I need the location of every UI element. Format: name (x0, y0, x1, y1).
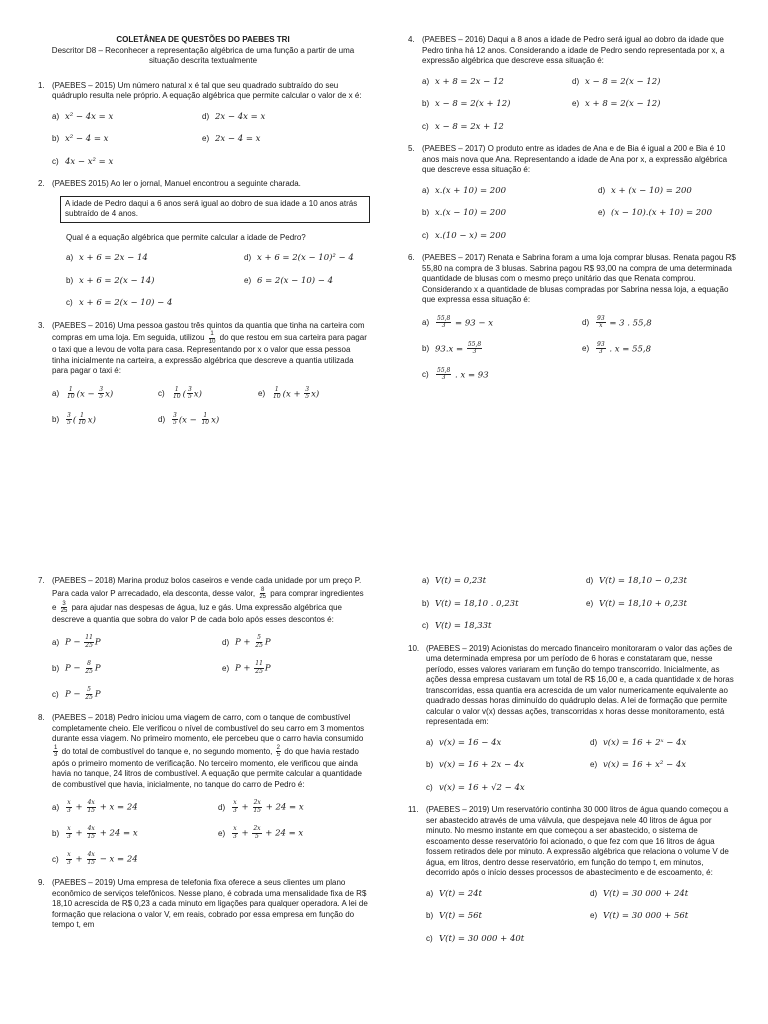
option-c[interactable]: c) V(t) = 30 000 + 40t (426, 933, 525, 944)
document-subtitle: Descritor D8 – Reconhecer a representação algébrica de uma função a partir de uma situação descrita textualmente (51, 45, 355, 65)
option-d[interactable]: d) $\frac{x}{3}$ + $\frac{2x}{15}$ + 24 = x (218, 799, 304, 814)
option-e[interactable]: e) $\frac{93}{3}$ . x = 55,8 (582, 340, 651, 355)
question-5 (408, 144, 738, 241)
question-number: 10. (408, 643, 420, 653)
option-a[interactable]: a) $\frac{x}{3}$ + $\frac{4x}{15}$ + x = 24 (52, 799, 138, 814)
right-column-top (408, 35, 738, 394)
question-8 (38, 713, 368, 866)
question-number: 3. (38, 320, 45, 330)
question-1 (38, 81, 368, 168)
option-b[interactable]: b) v(x) = 16 + 2x − 4x (426, 760, 525, 770)
question-7 (38, 576, 368, 701)
question-11 (408, 805, 738, 944)
question-number: 1. (38, 80, 45, 90)
question-2-prompt: Qual é a equação algébrica que permite calcular a idade de Pedro? (66, 232, 306, 242)
options (422, 77, 738, 133)
option-a[interactable]: a) V(t) = 0,23t (422, 576, 487, 586)
question-number: 6. (408, 253, 415, 262)
option-e[interactable]: e) V(t) = 18,10 + 0,23t (586, 598, 687, 609)
option-a[interactable]: a) P − $\frac{11}{25}$ P (52, 634, 101, 649)
option-e[interactable]: e) 6 = 2(x − 10) − 4 (244, 275, 334, 286)
question-stem: (PAEBES – 2018) Pedro iniciou uma viagem de carro, com o tanque de combustível completamente cheio. Ele verificou o nível de combustível do seu carro em 3 momentos durante essa viagem. No primeiro momento, ele percebeu que o carro havia consumido $\frac{1}{3}$ do total de combustível do tanque e, no segundo momento, $\frac{2}{5}$ do que havia restado após o primeiro momento de verificação. No terceiro momento, ele verificou que ainda havia no tanque, 24 litros de combustível. A equação que permite calcular a quantidade de combustível que havia, inicialmente, no tanque do carro de Pedro é: (52, 713, 365, 789)
document-header (38, 35, 368, 67)
right-column-bottom (408, 576, 738, 956)
option-b[interactable]: b) x − 8 = 2(x + 12) (422, 99, 511, 109)
option-c[interactable]: c) $\frac{1}{10}$ ( $\frac{3}{5}$ x) (158, 385, 202, 400)
option-c[interactable]: c) 4x − x² = x (52, 156, 114, 167)
question-stem: (PAEBES – 2019) Uma empresa de telefonia fixa oferece a seus clientes um plano econômico de serviços telefônicos. Nesse plano, é cobrada uma mensalidade fixa de R$ 18,10 acrescida de R$ 0,23 a cada minuto em ligações para qualquer operadora. A lei de formação que relaciona o valor V, em reais, cobrado por essa empresa em função do tempo t, em (52, 878, 368, 929)
question-2 (38, 179, 368, 190)
option-b[interactable]: b) P − $\frac{8}{25}$ P (52, 660, 101, 675)
option-c[interactable]: c) V(t) = 18,33t (422, 621, 492, 631)
question-number: 8. (38, 713, 45, 722)
option-a[interactable]: a) x + 8 = 2x − 12 (422, 76, 504, 87)
options (52, 112, 368, 168)
question-number: 5. (408, 144, 415, 153)
option-c[interactable]: c) $\frac{55,8}{3}$ . x = 93 (422, 366, 489, 381)
option-d[interactable]: d) P + $\frac{5}{25}$ P (222, 634, 271, 649)
option-d[interactable]: d) 2x − 4x = x (202, 111, 266, 122)
option-d[interactable]: d) $\frac{93}{x}$ = 3 . 55,8 (582, 314, 652, 329)
option-e[interactable]: e) V(t) = 30 000 + 56t (590, 911, 689, 921)
option-e[interactable]: e) 2x − 4 = x (202, 134, 261, 144)
question-stem: (PAEBES – 2017) Renata e Sabrina foram a uma loja comprar blusas. Renata pagou R$ 55,80 na compra de 3 blusas. Sabrina pagou R$ 93,00 na compra de uma determinada quantidade de blusas com o mesmo preço unitário das que Renata comprou. Considerando x a quantidade de blusas compradas por Sabrina nessa loja, a equação que expressa essa situação é: (422, 253, 736, 304)
question-stem: (PAEBES – 2016) Daqui a 8 anos a idade de Pedro será igual ao dobro da idade que Pedro tinha há 12 anos. Considerando a idade de Pedro sendo representada por x, a expressão algébrica que descreve essa situação é: (422, 35, 725, 65)
option-d[interactable]: d) v(x) = 16 + 2ˣ − 4x (590, 737, 687, 748)
option-e[interactable]: e) (x − 10).(x + 10) = 200 (598, 208, 712, 218)
option-c[interactable]: c) P − $\frac{5}{25}$ P (52, 686, 101, 701)
question-stem: (PAEBES – 2018) Marina produz bolos caseiros e vende cada unidade por um preço P. Para cada valor P arrecadado, ela desconta, desse valor, $\frac{8}{25}$ para comprar ingredientes e $\frac{3}{25}$ para ajudar nas despesas de água, luz e gás. Uma expressão algébrica que descreve a quantia que sobra do valor P de cada bolo após esses descontos é: (52, 576, 364, 624)
option-d[interactable]: d) V(t) = 18,10 − 0,23t (586, 576, 687, 586)
question-stem: (PAEBES – 2019) Um reservatório continha 30 000 litros de água quando começou a ser abastecido através de uma válvula, que despejava nele 40 litros de água por minuto. No mesmo instante em que começou a ser abastecido, o sistema de escoamento desse reservatório foi acionado, o que fez com que 16 litros de água fossem retirados dele por minuto. A expressão algébrica que relaciona o volume V de água, em litros, dentro desse reservatório, em função do tempo t, em minutos, decorrido após o início desses processos de abastecimento e de escoamento, é: (426, 805, 729, 877)
question-stem: (PAEBES 2015) Ao ler o jornal, Manuel encontrou a seguinte charada. (52, 179, 301, 188)
question-4 (408, 35, 738, 132)
option-a[interactable]: a) v(x) = 16 − 4x (426, 737, 502, 748)
question-10 (408, 644, 738, 794)
option-a[interactable]: a) $\frac{55,8}{3}$ = 93 − x (422, 314, 494, 329)
option-b[interactable]: b) V(t) = 18,10 . 0,23t (422, 598, 519, 609)
options (52, 800, 368, 866)
option-d[interactable]: d) $\frac{3}{5}$ (x − $\frac{1}{10}$ x) (158, 411, 220, 426)
options (426, 889, 738, 945)
left-column-bottom (38, 576, 368, 937)
question-number: 4. (408, 35, 415, 44)
option-c[interactable]: c) x + 6 = 2(x − 10) − 4 (66, 298, 173, 308)
document-title: COLETÂNEA DE QUESTÕES DO PAEBES TRI (116, 35, 290, 44)
option-d[interactable]: d) x + (x − 10) = 200 (598, 185, 692, 196)
option-a[interactable]: a) x + 6 = 2x − 14 (66, 253, 148, 263)
option-e[interactable]: e) v(x) = 16 + x² − 4x (590, 760, 687, 770)
option-a[interactable]: a) $\frac{1}{10}$ (x − $\frac{3}{5}$ x) (52, 385, 114, 400)
option-b[interactable]: b) x² − 4 = x (52, 134, 109, 144)
option-a[interactable]: a) x.(x + 10) = 200 (422, 185, 507, 196)
charade-box: A idade de Pedro daqui a 6 anos será igual ao dobro de sua idade a 10 anos atrás subtraído de 4 anos. (60, 196, 370, 223)
option-e[interactable]: e) P + $\frac{11}{25}$ P (222, 660, 271, 675)
option-a[interactable]: a) V(t) = 24t (426, 888, 482, 899)
question-stem: (PAEBES – 2019) Acionistas do mercado financeiro monitoraram o valor das ações de uma determinada empresa por um período de 6 horas e constataram que, nesse período, esses valores variaram em função do tempo transcorrido. Inicialmente, as ações dessa empresa custavam um total de R$ 16,00 e, a cada quantidade x de horas transcorridas, essa quantia era acrescida de um valor numericamente equivalente ao quadrado dessas horas diminuído do quádruplo delas. A lei de formação que permite calcular o valor v(x) dessas ações, transcorridas x horas desse monitoramento, está representada em: (426, 643, 734, 726)
options (422, 316, 738, 382)
options (426, 738, 738, 794)
question-number: 7. (38, 576, 45, 585)
question-9 (38, 878, 368, 931)
question-stem: (PAEBES – 2017) O produto entre as idades de Ana e de Bia é igual a 200 e Bia é 10 anos mais nova que Ana. Representando a idade de Ana por x, a expressão algébrica que descreve essa situação é: (422, 144, 728, 174)
question-number: 2. (38, 179, 45, 188)
option-b[interactable]: b) V(t) = 56t (426, 911, 482, 921)
options (52, 635, 368, 701)
option-d[interactable]: d) V(t) = 30 000 + 24t (590, 888, 689, 899)
options (52, 387, 368, 427)
option-c[interactable]: c) x − 8 = 2x + 12 (422, 121, 504, 132)
question-number: 11. (408, 805, 419, 814)
option-e[interactable]: e) $\frac{x}{3}$ + $\frac{2x}{5}$ + 24 = x (218, 825, 304, 840)
option-e[interactable]: e) $\frac{1}{10}$ (x + $\frac{3}{5}$ x) (258, 385, 320, 400)
option-b[interactable]: b) x.(x − 10) = 200 (422, 208, 507, 218)
option-c[interactable]: c) v(x) = 16 + √2 − 4x (426, 782, 525, 793)
option-d[interactable]: d) x − 8 = 2(x − 12) (572, 76, 661, 87)
question-stem: (PAEBES – 2015) Um número natural x é tal que seu quadrado subtraído do seu quádruplo resulta nele próprio. A equação algébrica que permite calcular o valor de x é: (52, 80, 362, 100)
option-b[interactable]: b) x + 6 = 2(x − 14) (66, 275, 155, 286)
question-9-options (408, 576, 738, 632)
question-3 (38, 321, 368, 427)
question-stem: (PAEBES – 2016) Uma pessoa gastou três quintos da quantia que tinha na carteira com compras em uma loja. Em seguida, utilizou $\frac{1}{10}$ do que restou em sua carteira para pagar o taxi que a levou de volta para casa. Representando por x o valor que essa pessoa tinha inicialmente na carteira, a expressão algébrica que descreve a quantia utilizada para pagar o taxi é: (52, 320, 367, 375)
option-a[interactable]: a) x² − 4x = x (52, 111, 114, 122)
question-number: 9. (38, 878, 45, 887)
option-b[interactable]: b) $\frac{x}{3}$ + $\frac{4x}{15}$ + 24 = x (52, 825, 138, 840)
option-c[interactable]: c) x.(10 − x) = 200 (422, 230, 507, 241)
options (422, 186, 738, 242)
option-c[interactable]: c) $\frac{x}{3}$ + $\frac{4x}{15}$ − x = 24 (52, 851, 138, 866)
option-b[interactable]: b) $\frac{3}{5}$ ( $\frac{1}{10}$ x) (52, 411, 96, 426)
left-column-top (38, 35, 368, 439)
option-e[interactable]: e) x + 8 = 2(x − 12) (572, 99, 661, 109)
question-6 (408, 253, 738, 382)
options (38, 253, 368, 309)
option-d[interactable]: d) x + 6 = 2(x − 10)² − 4 (244, 253, 354, 263)
option-b[interactable]: b) 93.x = $\frac{55,8}{3}$ (422, 340, 482, 355)
